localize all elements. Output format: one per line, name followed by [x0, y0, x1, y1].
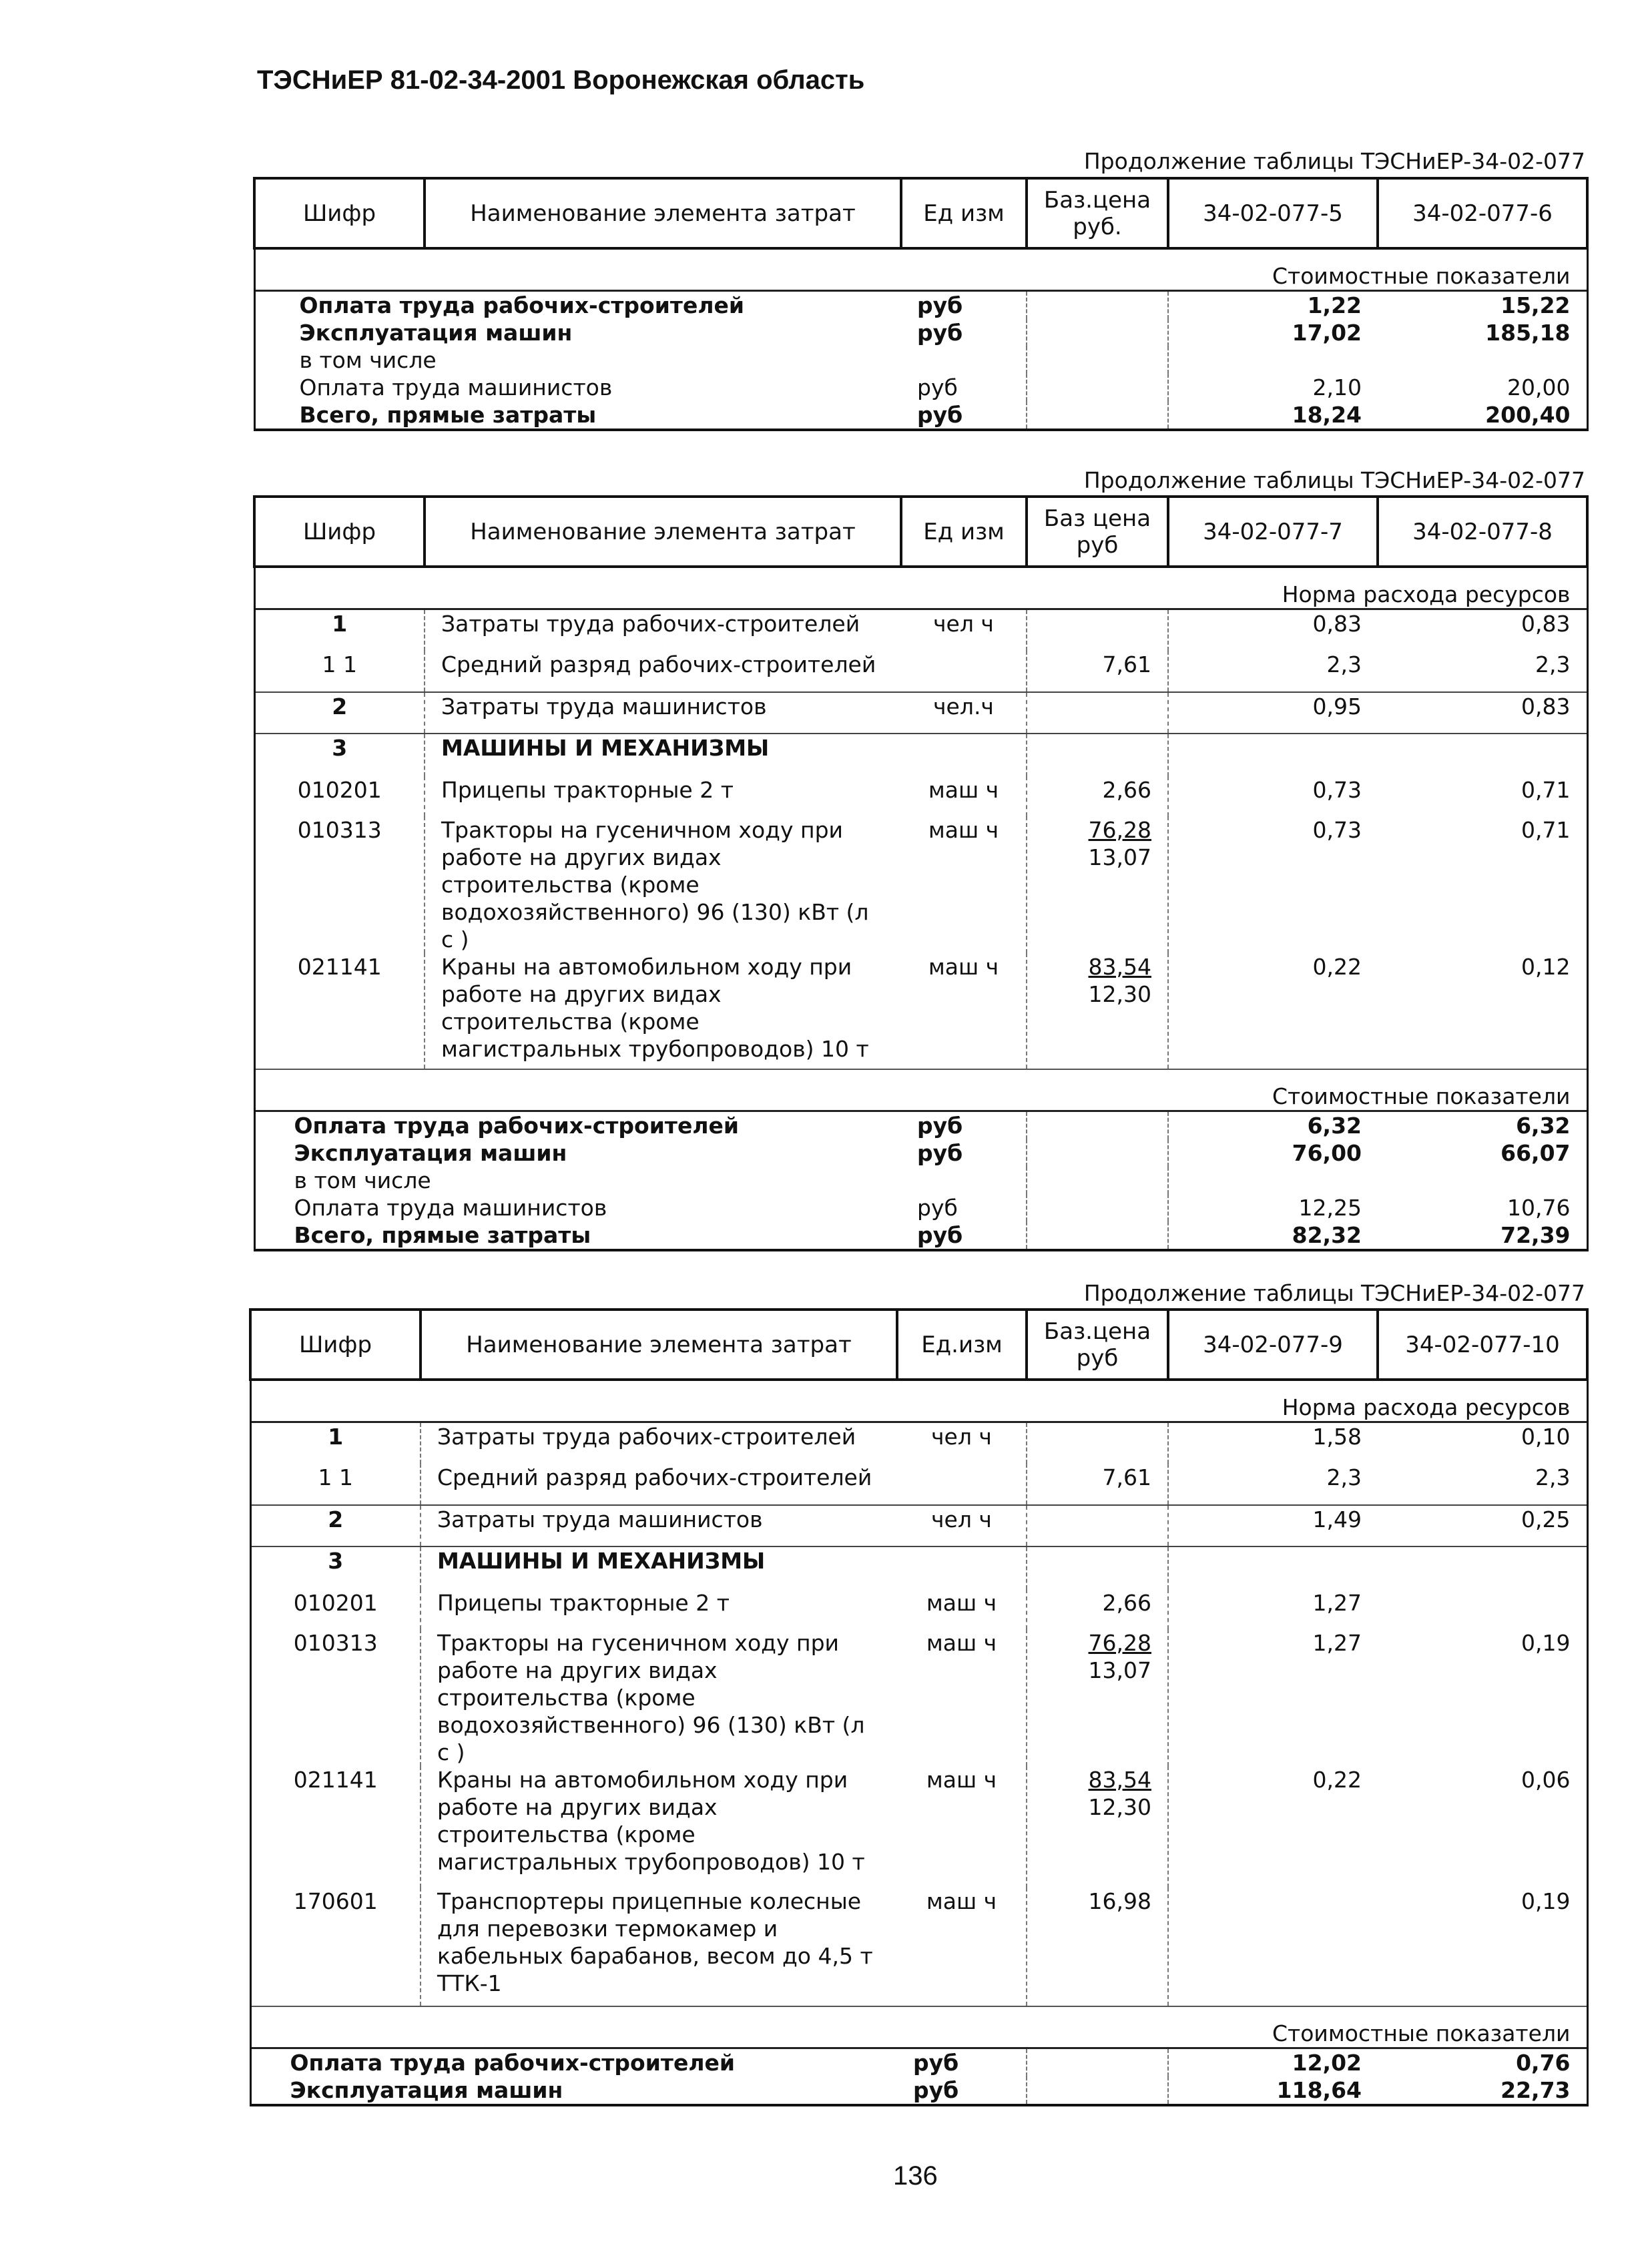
resource-price-wage: 12,30: [1088, 980, 1151, 1007]
table-row: [250, 1629, 1587, 1766]
resource-name: Прицепы тракторные 2 т: [421, 1589, 897, 1629]
col-code-header: Шифр: [250, 1310, 421, 1380]
table-row: [250, 1505, 1587, 1546]
col-unit-header: Ед изм: [901, 178, 1027, 248]
table-row: [254, 291, 1587, 320]
cost-name: Оплата труда рабочих-строителей: [250, 2048, 897, 2076]
resource-price: [1027, 692, 1168, 734]
table-row: [254, 346, 1587, 374]
resource-name: Затраты труда рабочих-строителей: [421, 1422, 897, 1464]
table1: [253, 177, 1589, 431]
resource-price: [1027, 1505, 1168, 1546]
resource-name: МАШИНЫ И МЕХАНИЗМЫ: [421, 1546, 897, 1589]
resource-value: [1378, 1589, 1587, 1629]
cost-value: 118,64: [1168, 2076, 1378, 2105]
resource-price: 7,61: [1027, 1464, 1168, 1505]
table-row: [250, 1589, 1587, 1629]
cost-value: 12,25: [1168, 1194, 1378, 1221]
resource-value: 2,3: [1168, 651, 1378, 692]
resource-value: 0,12: [1378, 953, 1587, 1069]
col-code-header: Шифр: [254, 178, 425, 248]
table3: [249, 1308, 1589, 2106]
cost-value: 20,00: [1378, 374, 1587, 401]
resource-unit: чел ч: [897, 1505, 1027, 1546]
resource-code: 021141: [254, 953, 425, 1069]
resource-price-wage: 13,07: [1088, 844, 1151, 870]
cost-name: Оплата труда рабочих-строителей: [254, 1111, 901, 1139]
cost-name: Эксплуатация машин: [250, 2076, 897, 2105]
table-row: [250, 1422, 1587, 1464]
resource-value: 2,3: [1168, 1464, 1378, 1505]
resource-value: 1,27: [1168, 1629, 1378, 1766]
cost-unit: руб: [917, 1194, 958, 1221]
resource-name: Краны на автомобильном ходу при работе на других видах строительства (кроме магистральных трубопроводов) 10 т: [421, 1766, 897, 1888]
section-label: Стоимостные показатели: [254, 248, 1587, 291]
table-row: [254, 609, 1587, 651]
resource-name: Средний разряд рабочих-строителей: [425, 651, 901, 692]
table-row: [250, 1766, 1587, 1888]
resource-unit: маш ч: [926, 1589, 997, 1616]
resource-name: Затраты труда машинистов: [425, 692, 901, 734]
col-name-header: Наименование элемента затрат: [425, 178, 901, 248]
table-row: [250, 1546, 1587, 1589]
resource-value: 1,58: [1168, 1422, 1378, 1464]
table-row: [254, 374, 1587, 401]
resource-value: 0,83: [1168, 609, 1378, 651]
cost-name: Эксплуатация машин: [254, 319, 901, 346]
cost-name: в том числе: [254, 1167, 901, 1194]
cost-name: Всего, прямые затраты: [254, 401, 901, 430]
resource-value: 1,49: [1168, 1505, 1378, 1546]
table-row: [254, 319, 1587, 346]
col-price-header: Баз цена руб: [1027, 497, 1168, 567]
resource-name: Транспортеры прицепные колесные для перевозки термокамер и кабельных барабанов, весом до 4,5 т ТТК-1: [421, 1888, 897, 2006]
table1-caption: Продолжение таблицы ТЭСНиЕР-34-02-077: [1083, 148, 1585, 174]
resource-name: Средний разряд рабочих-строителей: [421, 1464, 897, 1505]
resource-code: 170601: [250, 1888, 421, 2006]
cost-name: Оплата труда машинистов: [254, 374, 901, 401]
cost-value: 12,02: [1168, 2048, 1378, 2076]
table2: [253, 495, 1589, 1251]
col-name-header: Наименование элемента затрат: [421, 1310, 897, 1380]
resource-price: 76,28: [1088, 816, 1151, 843]
resource-value: 0,25: [1378, 1505, 1587, 1546]
cost-name: Всего, прямые затраты: [254, 1221, 901, 1250]
resource-unit: маш ч: [928, 816, 999, 843]
resource-price: 16,98: [1027, 1888, 1168, 2006]
resource-price: 76,28: [1088, 1629, 1151, 1656]
section-label: Норма расхода ресурсов: [250, 1380, 1587, 1422]
resource-value: 0,19: [1378, 1888, 1587, 2006]
col-value2-header: 34-02-077-10: [1378, 1310, 1587, 1380]
resource-price: [1027, 1422, 1168, 1464]
cost-name: Оплата труда машинистов: [254, 1194, 901, 1221]
col-price-header: Баз.цена руб: [1027, 1310, 1168, 1380]
resource-code: 1 1: [250, 1464, 421, 1505]
section-label: Стоимостные показатели: [250, 2006, 1587, 2048]
cost-value: 82,32: [1168, 1221, 1378, 1250]
cost-value: 22,73: [1378, 2076, 1587, 2105]
table-row: [250, 1464, 1587, 1505]
table2-caption: Продолжение таблицы ТЭСНиЕР-34-02-077: [1083, 467, 1585, 493]
resource-name: Краны на автомобильном ходу при работе на других видах строительства (кроме магистральных трубопроводов) 10 т: [425, 953, 901, 1069]
resource-name: Прицепы тракторные 2 т: [425, 776, 901, 816]
col-unit-header: Ед изм: [901, 497, 1027, 567]
resource-unit: [897, 1464, 1027, 1505]
resource-unit: маш ч: [928, 776, 999, 803]
col-value2-header: 34-02-077-6: [1378, 178, 1587, 248]
resource-price: 7,61: [1027, 651, 1168, 692]
resource-unit: чел ч: [901, 609, 1027, 651]
resource-code: 3: [250, 1546, 421, 1589]
resource-unit: чел.ч: [901, 692, 1027, 734]
resource-name: Затраты труда машинистов: [421, 1505, 897, 1546]
table-row: [254, 776, 1587, 816]
resource-name: МАШИНЫ И МЕХАНИЗМЫ: [425, 734, 901, 776]
cost-value: 66,07: [1378, 1139, 1587, 1167]
resource-unit: [901, 651, 1027, 692]
resource-code: 3: [254, 734, 425, 776]
cost-value: 1,22: [1168, 291, 1378, 320]
cost-unit: руб: [917, 320, 963, 346]
table-row: [254, 1167, 1587, 1194]
resource-value: 0,95: [1168, 692, 1378, 734]
resource-code: 021141: [250, 1766, 421, 1888]
cost-value: 17,02: [1168, 319, 1378, 346]
cost-name: в том числе: [254, 346, 901, 374]
resource-value: 0,10: [1378, 1422, 1587, 1464]
col-unit-header: Ед.изм: [897, 1310, 1027, 1380]
resource-unit: чел ч: [897, 1422, 1027, 1464]
resource-unit: маш ч: [926, 1888, 997, 1914]
col-value2-header: 34-02-077-8: [1378, 497, 1587, 567]
resource-value: 0,83: [1378, 609, 1587, 651]
resource-value: 1,27: [1168, 1589, 1378, 1629]
resource-price: 83,54: [1088, 953, 1151, 980]
resource-value: 0,71: [1378, 816, 1587, 953]
resource-code: 010201: [250, 1589, 421, 1629]
resource-value: 0,83: [1378, 692, 1587, 734]
table-row: [254, 734, 1587, 776]
resource-price-wage: 13,07: [1088, 1657, 1151, 1683]
col-name-header: Наименование элемента затрат: [425, 497, 901, 567]
resource-value: 0,06: [1378, 1766, 1587, 1888]
resource-code: 1: [250, 1422, 421, 1464]
table-row: [254, 692, 1587, 734]
resource-price: [1027, 609, 1168, 651]
resource-price: 2,66: [1027, 776, 1168, 816]
page-number: 136: [893, 2161, 938, 2191]
col-value1-header: 34-02-077-7: [1168, 497, 1378, 567]
resource-price: 83,54: [1088, 1766, 1151, 1793]
resource-code: 2: [250, 1505, 421, 1546]
table-row: [254, 1221, 1587, 1250]
cost-name: Эксплуатация машин: [254, 1139, 901, 1167]
cost-value: 10,76: [1378, 1194, 1587, 1221]
col-price-header: Баз.цена руб.: [1027, 178, 1168, 248]
cost-unit: руб: [917, 374, 958, 400]
cost-unit: руб: [897, 2048, 1027, 2076]
cost-value: 200,40: [1378, 401, 1587, 430]
cost-unit: руб: [901, 1221, 1027, 1250]
resource-value: 0,19: [1378, 1629, 1587, 1766]
cost-unit: руб: [901, 291, 1027, 320]
cost-value: 6,32: [1378, 1111, 1587, 1139]
section-label: Стоимостные показатели: [254, 1069, 1587, 1111]
col-code-header: Шифр: [254, 497, 425, 567]
cost-name: Оплата труда рабочих-строителей: [254, 291, 901, 320]
resource-code: 010313: [254, 816, 425, 953]
table-row: [254, 1139, 1587, 1167]
table-row: [250, 2076, 1587, 2105]
cost-value: 2,10: [1168, 374, 1378, 401]
resource-value: 2,3: [1378, 1464, 1587, 1505]
resource-value: 0,73: [1168, 816, 1378, 953]
section-label: Норма расхода ресурсов: [254, 567, 1587, 609]
resource-name: Затраты труда рабочих-строителей: [425, 609, 901, 651]
cost-value: 72,39: [1378, 1221, 1587, 1250]
page-header: ТЭСНиЕР 81-02-34-2001 Воронежская область: [257, 65, 865, 95]
table-row: [250, 1888, 1587, 2006]
resource-name: Тракторы на гусеничном ходу при работе на других видах строительства (кроме водохозяйственного) 96 (130) кВт (л с ): [425, 816, 901, 953]
cost-value: 76,00: [1168, 1139, 1378, 1167]
resource-value: 0,73: [1168, 776, 1378, 816]
table-row: [254, 401, 1587, 430]
table3-caption: Продолжение таблицы ТЭСНиЕР-34-02-077: [1083, 1280, 1585, 1306]
cost-unit: руб: [897, 2076, 1027, 2105]
resource-code: 010313: [250, 1629, 421, 1766]
cost-value: 0,76: [1378, 2048, 1587, 2076]
cost-unit: руб: [917, 1139, 963, 1166]
resource-code: 1 1: [254, 651, 425, 692]
table-row: [254, 1194, 1587, 1221]
table-row: [254, 1111, 1587, 1139]
cost-value: 15,22: [1378, 291, 1587, 320]
cost-value: 18,24: [1168, 401, 1378, 430]
resource-value: 0,22: [1168, 953, 1378, 1069]
table-row: [254, 953, 1587, 1069]
resource-code: 1: [254, 609, 425, 651]
table-row: [254, 816, 1587, 953]
resource-unit: маш ч: [926, 1766, 997, 1793]
resource-value: 0,71: [1378, 776, 1587, 816]
resource-unit: маш ч: [928, 953, 999, 980]
resource-code: 010201: [254, 776, 425, 816]
cost-value: 185,18: [1378, 319, 1587, 346]
resource-price: 2,66: [1027, 1589, 1168, 1629]
cost-value: 6,32: [1168, 1111, 1378, 1139]
cost-unit: руб: [901, 401, 1027, 430]
table-row: [250, 2048, 1587, 2076]
resource-value: [1168, 1888, 1378, 2006]
resource-unit: маш ч: [926, 1629, 997, 1656]
col-value1-header: 34-02-077-5: [1168, 178, 1378, 248]
cost-unit: руб: [901, 1111, 1027, 1139]
resource-value: 2,3: [1378, 651, 1587, 692]
resource-price-wage: 12,30: [1088, 1793, 1151, 1820]
resource-code: 2: [254, 692, 425, 734]
col-value1-header: 34-02-077-9: [1168, 1310, 1378, 1380]
resource-value: 0,22: [1168, 1766, 1378, 1888]
resource-name: Тракторы на гусеничном ходу при работе на других видах строительства (кроме водохозяйственного) 96 (130) кВт (л с ): [421, 1629, 897, 1766]
table-row: [254, 651, 1587, 692]
